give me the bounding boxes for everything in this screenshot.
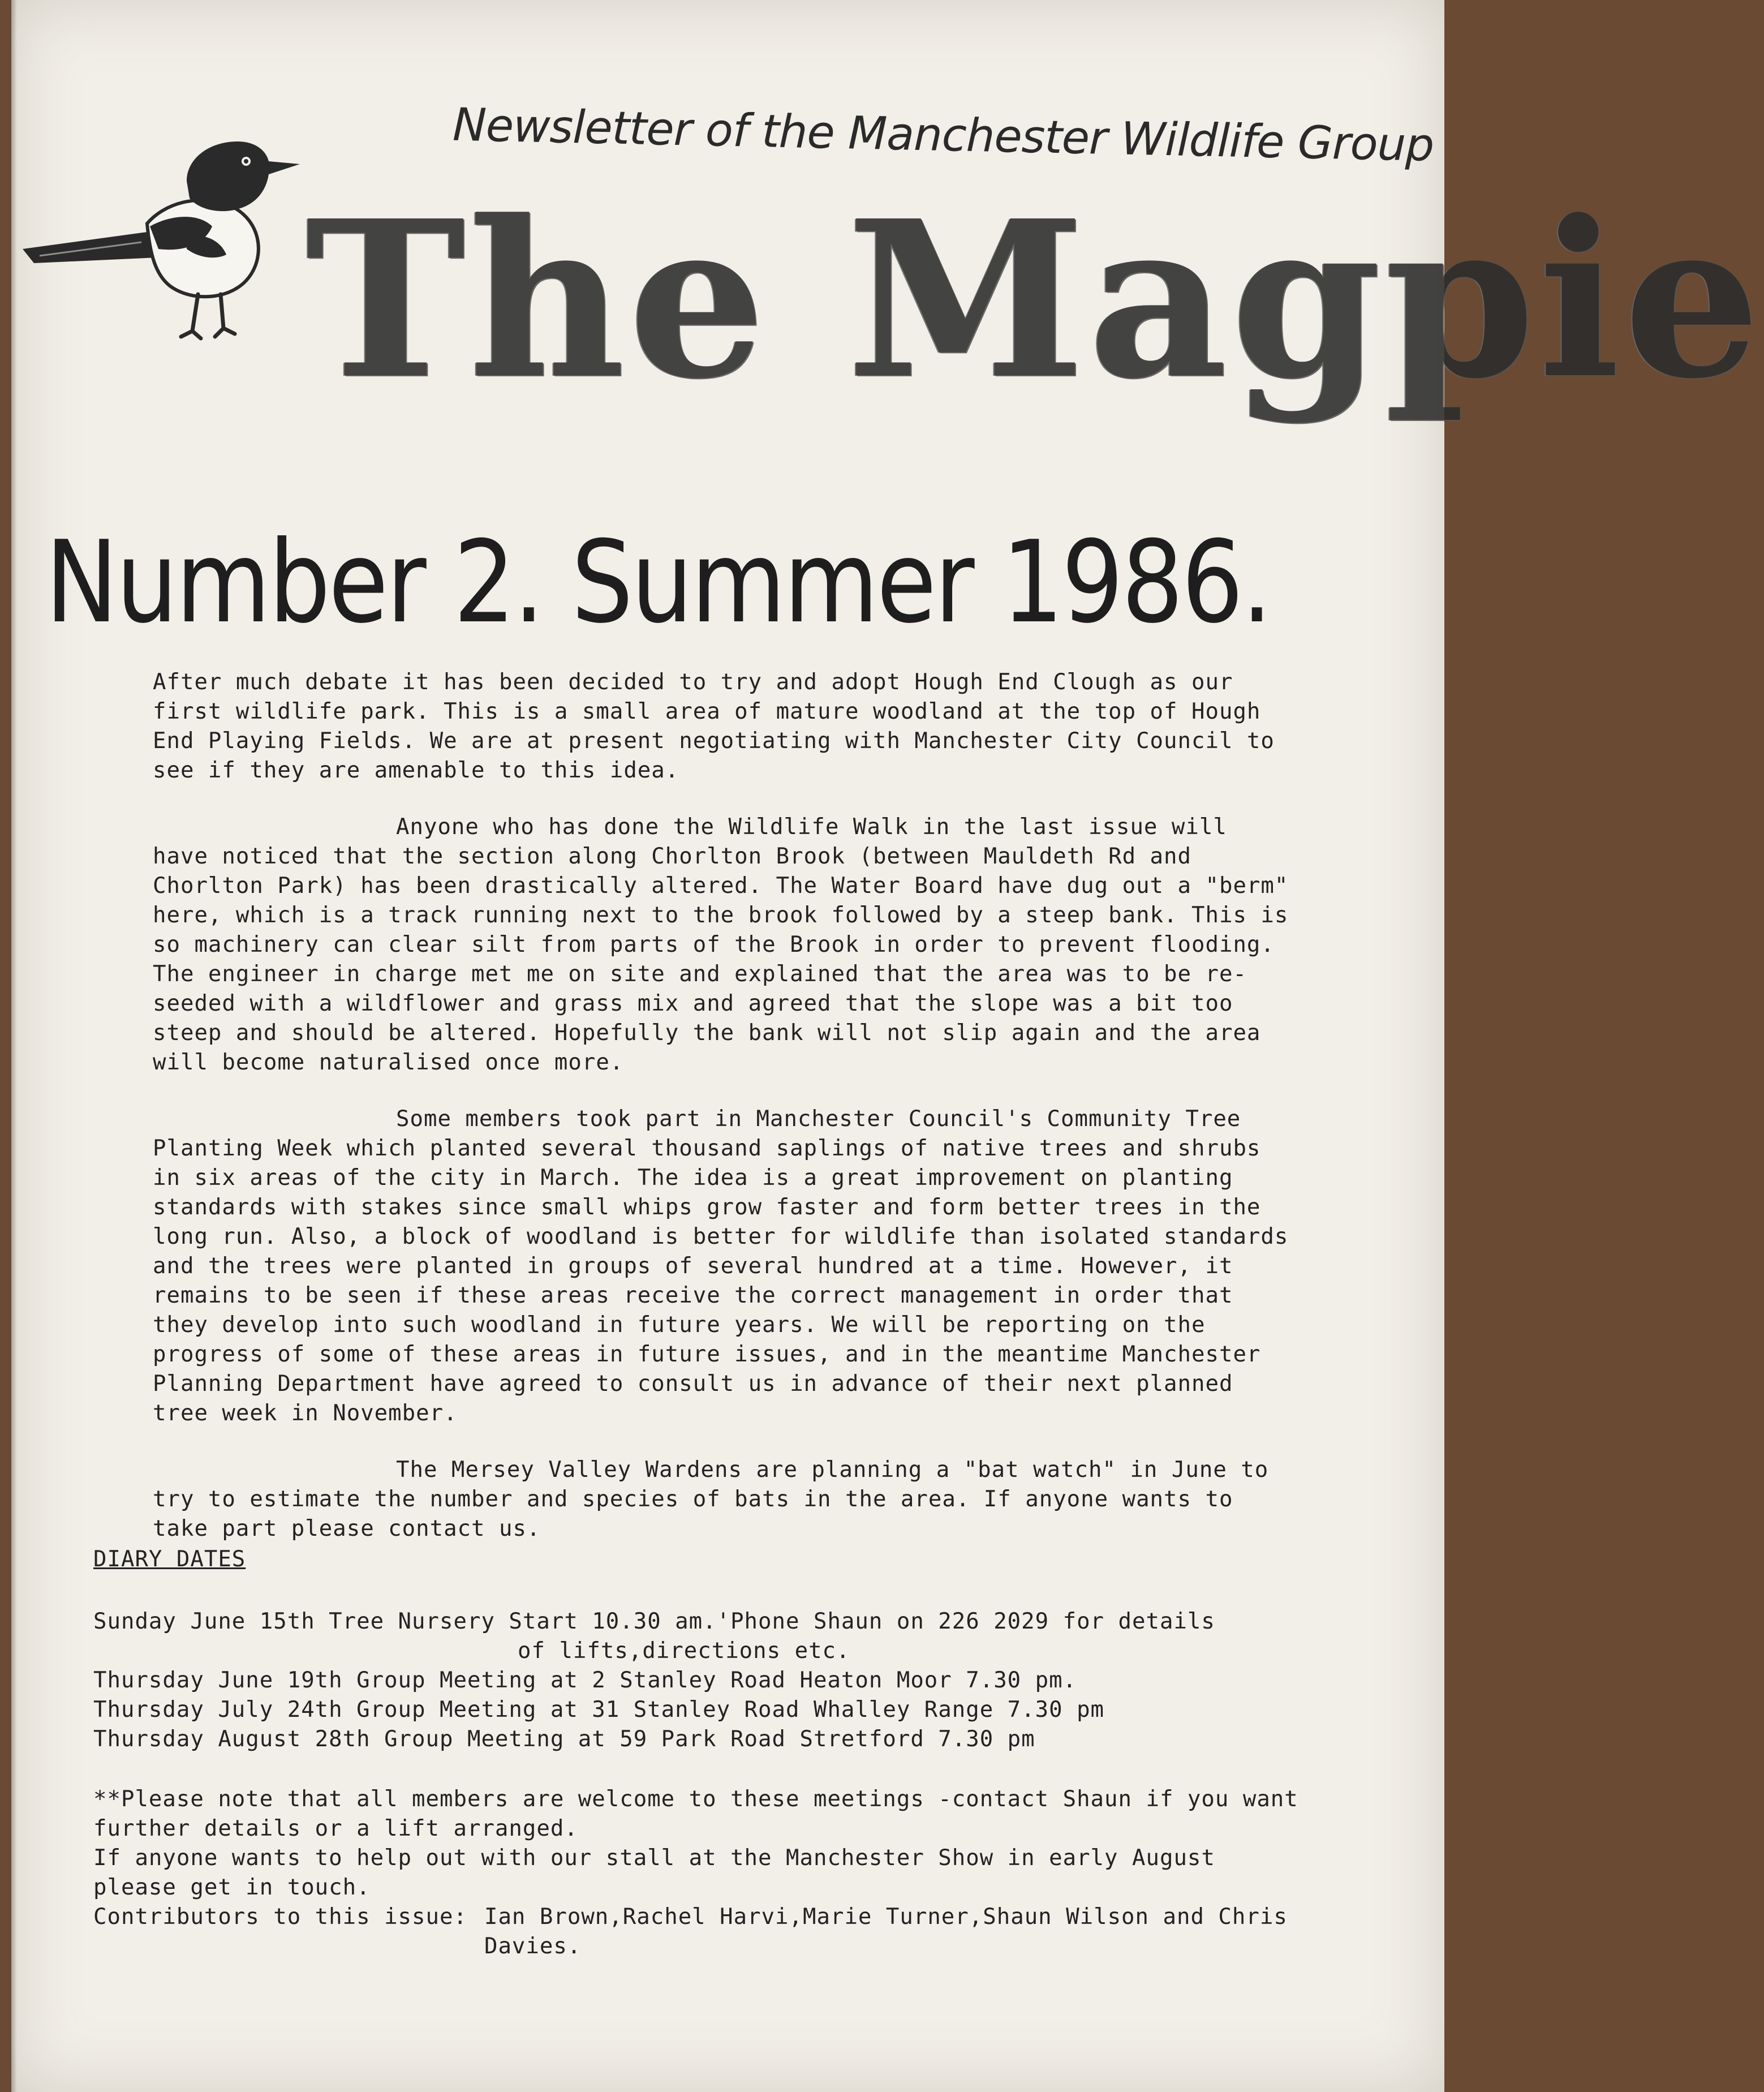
diary-heading: DIARY DATES	[93, 1547, 246, 1572]
diary-entry: Thursday July 24th Group Meeting at 31 Stanley Road Whalley Range 7.30 pm	[93, 1697, 1105, 1722]
diary-dates-section	[93, 1545, 1310, 1961]
contributors-label: Contributors to this issue:	[93, 1904, 467, 1930]
contributors	[93, 1902, 1310, 1961]
magpie-bird-icon	[17, 108, 311, 345]
diary-entry: Thursday August 28th Group Meeting at 59 Park Road Stretford 7.30 pm	[93, 1726, 1035, 1752]
meetings-note: **Please note that all members are welcome to these meetings -contact Shaun if you want further details or a lift arranged.	[93, 1786, 1298, 1841]
newsletter-subtitle: Newsletter of the Manchester Wildlife Group	[452, 98, 1435, 171]
diary-entry: Sunday June 15th Tree Nursery Start 10.30 am.'Phone Shaun on 226 2029 for details	[93, 1609, 1215, 1634]
article-paragraph: Anyone who has done the Wildlife Walk in the last issue will have noticed that the section along Chorlton Brook (between Mauldeth Rd and Chorlton Park) has been drastically altered. The Water Board have dug out a "berm" here, which is a track running next to the brook followed by a steep bank. This is so machinery can clear silt from parts of the Brook in order to prevent flooding. The engineer in charge met me on site and explained that the area was to be re-seeded with a wildflower and grass mix and agreed that the slope was a bit too steep and should be altered. Hopefully the bank will not slip again and the area will become naturalised once more.	[153, 814, 1289, 1075]
stall-note: If anyone wants to help out with our stall at the Manchester Show in early August please get in touch.	[93, 1845, 1215, 1900]
diary-entries	[93, 1607, 1310, 1754]
article-body	[153, 668, 1290, 1571]
diary-entry: Thursday June 19th Group Meeting at 2 Stanley Road Heaton Moor 7.30 pm.	[93, 1668, 1077, 1693]
issue-number-and-date: Number 2. Summer 1986.	[45, 517, 1271, 648]
contributors-names: Ian Brown,Rachel Harvi,Marie Turner,Shaun Wilson and Chris Davies.	[484, 1904, 1288, 1959]
masthead-title: The Magpie	[306, 173, 1764, 426]
page-edge-shadow	[11, 0, 17, 2092]
diary-entry-continuation: of lifts,directions etc.	[518, 1638, 850, 1664]
article-paragraph: The Mersey Valley Wardens are planning a "bat watch" in June to try to estimate the number and species of bats in the area. If anyone wants to take part please contact us.	[153, 1457, 1269, 1541]
article-paragraph: Some members took part in Manchester Council's Community Tree Planting Week which planted several thousand saplings of native trees and shrubs in six areas of the city in March. The idea is a great improvement on planting standards with stakes since small whips grow faster and form better trees in the long run. Also, a block of woodland is better for wildlife than isolated standards and the trees were planted in groups of several hundred at a time. However, it remains to be seen if these areas receive the correct management in order that they develop into such woodland in future years. We will be reporting on the progress of some of these areas in future issues, and in the meantime Manchester Planning Department have agreed to consult us in advance of their next planned tree week in November.	[153, 1106, 1289, 1426]
article-paragraph: After much debate it has been decided to try and adopt Hough End Clough as our first wildlife park. This is a small area of mature woodland at the top of Hough End Playing Fields. We are at present negotiating with Manchester City Council to see if they are amenable to this idea.	[153, 669, 1275, 783]
